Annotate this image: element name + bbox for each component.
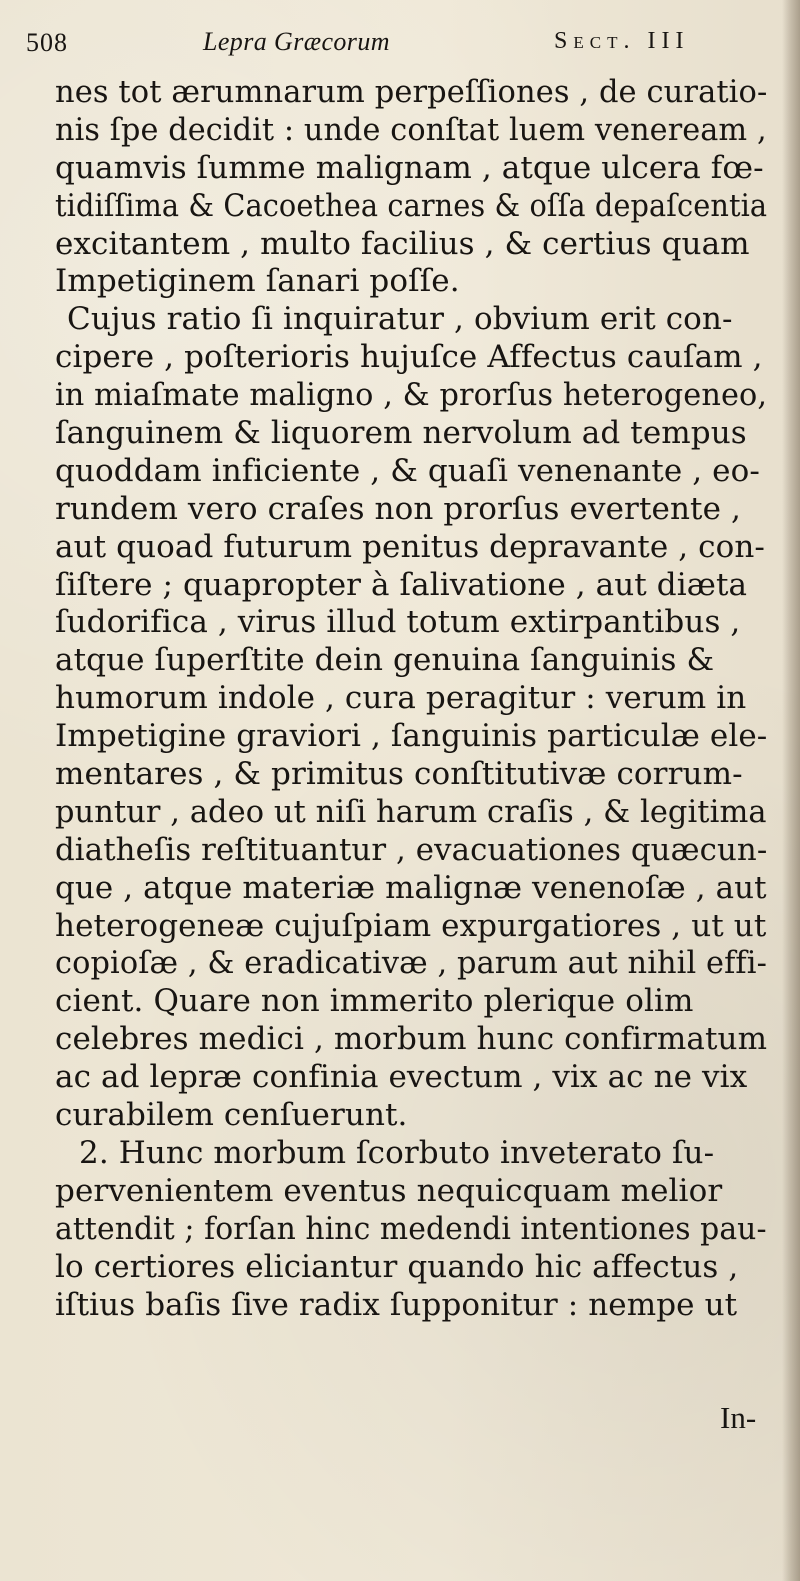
running-title: Lepra Græcorum: [203, 27, 390, 56]
text-line: nis ſpe decidit : unde conſtat luem veneream ,: [55, 111, 767, 148]
text-line: Impetigine graviori , ſanguinis particulæ ele-: [55, 718, 768, 755]
text-line: ſudorifica , virus illud totum extirpantibus ,: [55, 604, 741, 641]
text-line: ac ad lepræ confinia evectum , vix ac ne vix: [55, 1059, 748, 1096]
text-line: ſanguinem & liquorem nervolum ad tempus: [55, 415, 747, 452]
text-line: Impetiginem ſanari poſſe.: [55, 263, 460, 300]
text-line: 2. Hunc morbum ſcorbuto inveterato ſu-: [79, 1134, 715, 1171]
text-line: heterogeneæ cujuſpiam expurgatiores , ut ut: [55, 907, 767, 944]
text-line: cipere , poſterioris hujuſce Affectus cauſam ,: [55, 339, 763, 376]
text-line: ſiſtere ; quapropter à ſalivatione , aut diæta: [55, 566, 748, 603]
text-line: mentares , & primitus conſtitutivæ corrum-: [55, 756, 743, 793]
text-line: attendit ; forſan hinc medendi intentiones pau-: [55, 1210, 767, 1247]
text-line: diatheſis reſtituantur , evacuationes quæcun-: [55, 831, 768, 868]
text-line: quoddam inficiente , & quaſi venenante , eo-: [55, 452, 760, 489]
text-line: in miaſmate maligno , & prorſus heterogeneo,: [55, 377, 768, 414]
page-edge-shadow: [782, 0, 800, 1581]
text-line: copioſæ , & eradicativæ , parum aut nihil effi-: [55, 945, 767, 982]
text-line: quamvis ſumme malignam , atque ulcera fœ-: [55, 149, 764, 186]
text-line: celebres medici , morbum hunc confirmatum: [55, 1021, 768, 1058]
text-line: curabilem cenſuerunt.: [55, 1097, 408, 1134]
text-line: humorum indole , cura peragitur : verum in: [55, 680, 747, 717]
text-line: excitantem , multo facilius , & certius quam: [55, 225, 750, 262]
text-line: que , atque materiæ malignæ venenoſæ , aut: [55, 869, 767, 906]
text-line: aut quoad futurum penitus depravante , con-: [55, 528, 765, 565]
text-line: Cujus ratio ſi inquiratur , obvium erit con-: [67, 301, 733, 338]
text-line: nes tot ærumnarum perpeſſiones , de curatio-: [55, 74, 768, 110]
text-line: atque ſuperſtite dein genuina ſanguinis &: [55, 642, 715, 679]
text-line: pervenientem eventus nequicquam melior: [55, 1172, 723, 1209]
text-line: puntur , adeo ut niſi harum craſis , & legitima: [55, 793, 767, 830]
text-line: iſtius baſis ſive radix ſupponitur : nempe ut: [55, 1286, 738, 1323]
text-line: rundem vero craſes non prorſus evertente ,: [55, 490, 741, 527]
running-head: [26, 28, 756, 72]
text-line: cient. Quare non immerito plerique olim: [55, 983, 694, 1020]
section-label: Sect. III: [554, 28, 690, 54]
catchword: In-: [720, 1400, 757, 1435]
text-line: lo certiores eliciantur quando hic affectus ,: [55, 1248, 739, 1285]
page-number: 508: [26, 28, 68, 57]
text-line: tidiſſima & Cacoethea carnes & oſſa depaſcentia: [55, 187, 768, 224]
main-text: [55, 74, 767, 1324]
